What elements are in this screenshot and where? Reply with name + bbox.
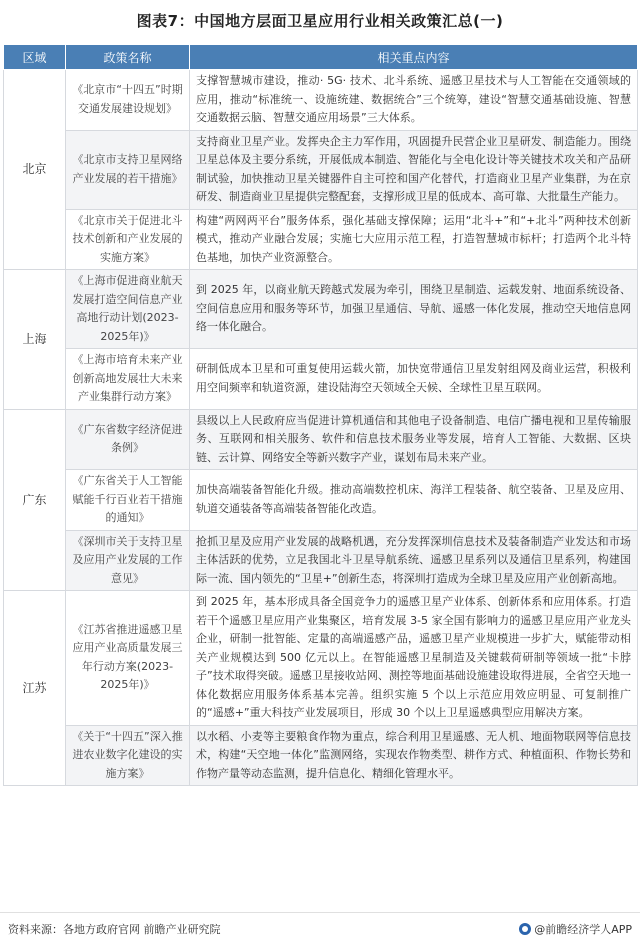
- policy-content: 县级以上人民政府应当促进计算机通信和其他电子设备制造、电信广播电视和卫星传输服务、互联网和相关服务、软件和信息技术服务业等发展，培育人工智能、大数据、区块链、云计算、网络安全等新兴数字产业，谋划布局未来产业。: [190, 409, 638, 470]
- source-note: 资料来源：各地方政府官网 前瞻产业研究院: [8, 923, 221, 936]
- brand-mark: [519, 921, 632, 937]
- header-region: 区域: [4, 45, 66, 70]
- policy-name: 《关于“十四五”深入推进农业数字化建设的实施方案》: [66, 725, 190, 786]
- brand-logo-icon: [519, 923, 531, 935]
- policy-content: 研制低成本卫星和可重复使用运载火箭，加快宽带通信卫星发射组网及商业运营，积极利用空间频率和轨道资源，建设陆海空天领域全天候、全球性卫星互联网。: [190, 349, 638, 410]
- policy-table: [3, 44, 638, 786]
- brand-text: @前瞻经济学人APP: [534, 923, 632, 936]
- policy-name: 《上海市培育未来产业创新高地发展壮大未来产业集群行动方案》: [66, 349, 190, 410]
- page-title: 图表7：中国地方层面卫星应用行业相关政策汇总(一): [136, 11, 504, 30]
- policy-content: 抢抓卫星及应用产业发展的战略机遇，充分发挥深圳信息技术及装备制造产业发达和市场主体活跃的优势，立足我国北斗卫星导航系统、遥感卫星系列以及通信卫星系列，构建国际一流、国内领先的“卫星+”创新生态，将深圳打造成为全球卫星及应用产业创新高地。: [190, 530, 638, 591]
- policy-name: 《广东省关于人工智能赋能千行百业若干措施的通知》: [66, 470, 190, 531]
- footer-divider: [0, 912, 640, 913]
- policy-name: 《江苏省推进遥感卫星应用产业高质量发展三年行动方案(2023-2025年)》: [66, 591, 190, 726]
- table-row: [4, 409, 638, 470]
- region-cell: 上海: [4, 270, 66, 410]
- table-header-row: [4, 45, 638, 70]
- table-row: [4, 130, 638, 209]
- table-row: [4, 725, 638, 786]
- policy-content: 加快高端装备智能化升级。推动高端数控机床、海洋工程装备、航空装备、卫星及应用、轨道交通装备等高端装备智能化改造。: [190, 470, 638, 531]
- policy-content: 构建“两网两平台”服务体系，强化基础支撑保障；运用“北斗+”和“+北斗”两种技术创新模式，推动产业融合发展；实施七大应用示范工程，打造智慧城市标杆；打造两个北斗特色基地，加快产业资源整合。: [190, 209, 638, 270]
- policy-content: 支持商业卫星产业。发挥央企主力军作用，巩固提升民营企业卫星研发、制造能力。围绕卫星总体及主要分系统，开展低成本制造、智能化与全电化设计等关键技术攻关和产品研制试验，加快推动卫星关键器件自主可控和国产化替代，打造商业卫星产业集群，为在京研发、制造商业卫星提供完整配套，支撑形成卫星的低成本、高可靠、大批量生产能力。: [190, 130, 638, 209]
- region-cell: 广东: [4, 409, 66, 591]
- region-cell: 江苏: [4, 591, 66, 786]
- table-row: [4, 70, 638, 131]
- policy-content: 到 2025 年，以商业航天跨越式发展为牵引，围绕卫星制造、运载发射、地面系统设备、空间信息应用和服务等环节，加强卫星通信、导航、遥感一体化发展，推动空天地信息网络一体化融合。: [190, 270, 638, 349]
- policy-name: 《北京市支持卫星网络产业发展的若干措施》: [66, 130, 190, 209]
- policy-name: 《深圳市关于支持卫星及应用产业发展的工作意见》: [66, 530, 190, 591]
- policy-name: 《广东省数字经济促进条例》: [66, 409, 190, 470]
- footer: [8, 920, 632, 938]
- policy-content: 到 2025 年，基本形成具备全国竞争力的遥感卫星产业体系、创新体系和应用体系。打造若干个遥感卫星应用产业集聚区，培育发展 3-5 家全国有影响力的遥感卫星应用产业龙头企业，研制一批智能、定量的高端遥感产品，遥感卫星产业规模进一步扩大，赋能带动相关产业规模达到 500 亿元以上。在智能遥感卫星制造及关键载荷研制等领域一批“卡脖子”技术取得突破。遥感卫星接收站网、测控等地面基础设施建设取得进展，全省空天地一体化数据应用服务体系基本完善。组织实施 5 个以上示范应用效应明显、可复制推广的“遥感+”重大科技产业发展项目，形成 30 个以上卫星遥感典型应用解决方案。: [190, 591, 638, 726]
- policy-name: 《上海市促进商业航天发展打造空间信息产业高地行动计划(2023-2025年)》: [66, 270, 190, 349]
- policy-name: 《北京市“十四五”时期交通发展建设规划》: [66, 70, 190, 131]
- table-row: [4, 270, 638, 349]
- table-row: [4, 349, 638, 410]
- region-cell: 北京: [4, 70, 66, 270]
- table-row: [4, 530, 638, 591]
- table-row: [4, 591, 638, 726]
- policy-content: 支撑智慧城市建设，推动· 5G· 技术、北斗系统、遥感卫星技术与人工智能在交通领域的应用，推动“标准统一、设施统建、数据统合”三个统筹，建设“智慧交通基础设施、智慧交通数据云脑、智慧交通应用场景”三大体系。: [190, 70, 638, 131]
- table-row: [4, 209, 638, 270]
- policy-content: 以水稻、小麦等主要粮食作物为重点，综合利用卫星遥感、无人机、地面物联网等信息技术，构建“天空地一体化”监测网络，实现农作物类型、耕作方式、种植面积、作物长势和作物产量等动态监测，提升信息化、精细化管理水平。: [190, 725, 638, 786]
- header-content: 相关重点内容: [190, 45, 638, 70]
- header-policy: 政策名称: [66, 45, 190, 70]
- policy-name: 《北京市关于促进北斗技术创新和产业发展的实施方案》: [66, 209, 190, 270]
- table-row: [4, 470, 638, 531]
